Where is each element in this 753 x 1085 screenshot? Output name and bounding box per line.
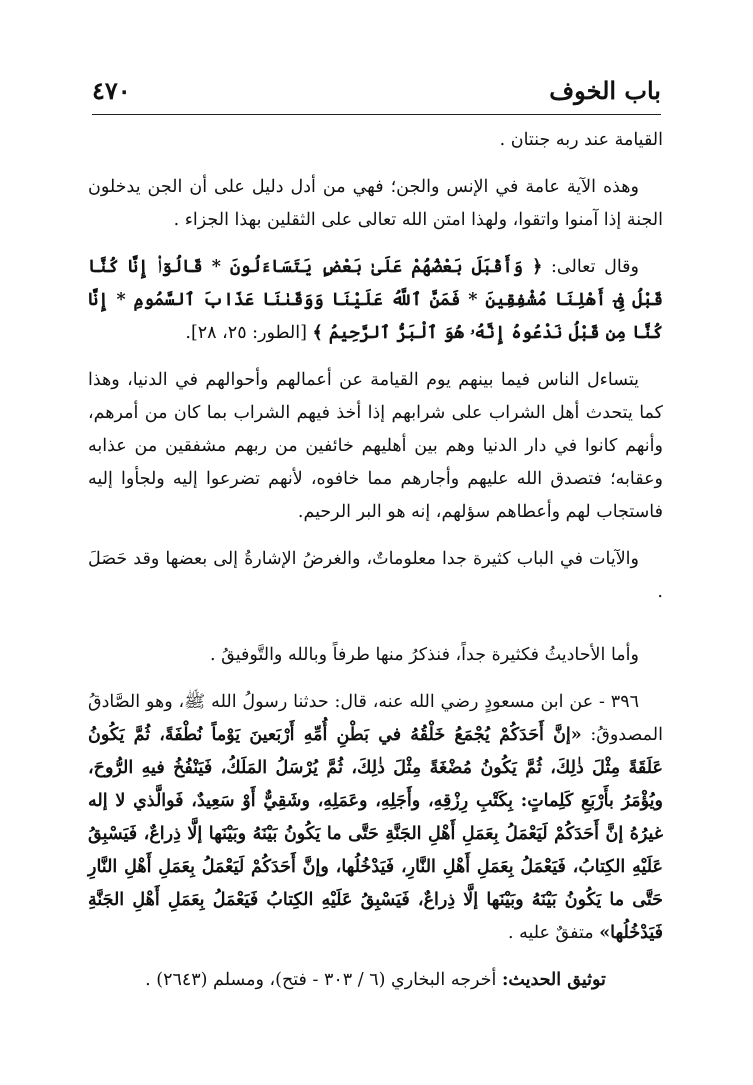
- paragraph-hadith-intro: وأما الأحاديثُ فكثيرة جداً، فنذكرُ منها طرفاً وبالله والتَّوفيقُ .: [210, 645, 639, 665]
- paragraph-quran-citation: [88, 251, 663, 350]
- quran-verse: ﴿ وَأَقْبَلَ بَعْضُهُمْ عَلَىٰ بَعْضٍ يَتَسَاءَلُونَ * قَالُوٓا۟ إِنَّا كُنَّا قَبْلُ فِىٓ أَهْلِنَا مُشْفِقِينَ * فَمَنَّ ٱللَّهُ عَلَيْنَا وَوَقَىٰنَا عَذَابَ ٱلسَّمُومِ * إِنَّا كُنَّا مِن قَبْلُ نَدْعُوهُ إِنَّهُۥ هُوَ ٱلْبَرُّ ٱلرَّحِيمُ ﴾: [88, 257, 663, 343]
- page-number: ٤٧٠: [92, 76, 131, 105]
- header-divider: [92, 114, 661, 115]
- paragraph-verses-note: والآيات في الباب كثيرة جدا معلوماتٌ، والغرضُ الإشارةُ إلى بعضها وقد حَصَلَ .: [88, 549, 663, 602]
- paragraph-verse-commentary: وهذه الآية عامة في الإنس والجن؛ فهي من أدل دليل على أن الجن يدخلون الجنة إذا آمنوا واتقوا، ولهذا امتن الله تعالى على الثقلين بهذا الجزاء .: [88, 177, 663, 230]
- hadith-396: [88, 686, 663, 950]
- documentation-label: توثيق الحديث:: [501, 970, 606, 990]
- quran-reference: [الطور: ٢٥، ٢٨].: [185, 323, 307, 343]
- hadith-narration-chain: ٣٩٦ - عن ابن مسعودٍ رضي الله عنه، قال: حدثنا رسولُ الله ﷺ، وهو الصَّادقُ المصدوقُ:: [88, 692, 663, 745]
- page-body: [88, 124, 663, 997]
- hadith-documentation: [88, 964, 663, 997]
- page-header: [92, 72, 661, 112]
- hadith-text: «إنَّ أَحَدَكُمْ يُجْمَعُ خَلْقُهُ في بَطْنِ أُمِّهِ أَرْبَعينَ يَوْماً نُطْفَةً، ثُمَّ يَكُونُ عَلَقَةً مِثْلَ ذٰلِكَ، ثُمَّ يَكُونُ مُضْغَةً مِثْلَ ذٰلِكَ، ثُمَّ يُرْسَلُ المَلَكُ، فَيَنْفُخُ فيهِ الرُّوحَ، ويُؤْمَرُ بأَرْبَعِ كَلِماتٍ: بِكَتْبِ رِزْقِهِ، وأَجَلِهِ، وعَمَلِهِ، وشَقِيٌّ أَوْ سَعِيدٌ، فَوالَّذي لا إله غيرُهُ إنَّ أَحَدَكُمْ لَيَعْمَلُ بِعَمَلِ أَهْلِ الجَنَّةِ حَتَّى ما يَكُونُ بَيْنَهُ وبَيْنَها إلَّا ذِراعٌ، فَيَسْبِقُ عَلَيْهِ الكِتابُ، فَيَعْمَلُ بِعَمَلِ أَهْلِ النَّارِ، فَيَدْخُلُها، وإنَّ أَحَدَكُمْ لَيَعْمَلُ بِعَمَلِ أَهْلِ النَّارِ حَتَّى ما يَكُونُ بَيْنَهُ وبَيْنَها إلَّا ذِراعٌ، فَيَسْبِقُ عَلَيْهِ الكِتابُ فَيَعْمَلُ بِعَمَلِ أَهْلِ الجَنَّةِ فَيَدْخُلُها»: [88, 725, 663, 943]
- hadith-grading: متفقٌ عليه .: [507, 923, 594, 943]
- documentation-text: أخرجه البخاري (٦ / ٣٠٣ - فتح)، ومسلم (٢٦٤٣) .: [145, 970, 497, 990]
- paragraph-continuation: القيامة عند ربه جنتان .: [499, 130, 663, 150]
- chapter-title: باب الخوف: [549, 76, 661, 105]
- paragraph-tafsir: يتساءل الناس فيما بينهم يوم القيامة عن أعمالهم وأحوالهم في الدنيا، وهذا كما يتحدث أهل الشراب على شرابهم إذا أخذ فيهم الشراب بما كان من أمرهم، وأنهم كانوا في دار الدنيا وهم بين أهليهم خائفين من ربهم مشفقين من عذابه وعقابه؛ فتصدق الله عليهم وأجارهم مما خافوه، لأنهم تضرعوا إليه ولجأوا إليه فاستجاب لهم وأعطاهم سؤلهم، إنه هو البر الرحيم.: [88, 370, 663, 522]
- quran-intro: وقال تعالى:: [551, 257, 639, 277]
